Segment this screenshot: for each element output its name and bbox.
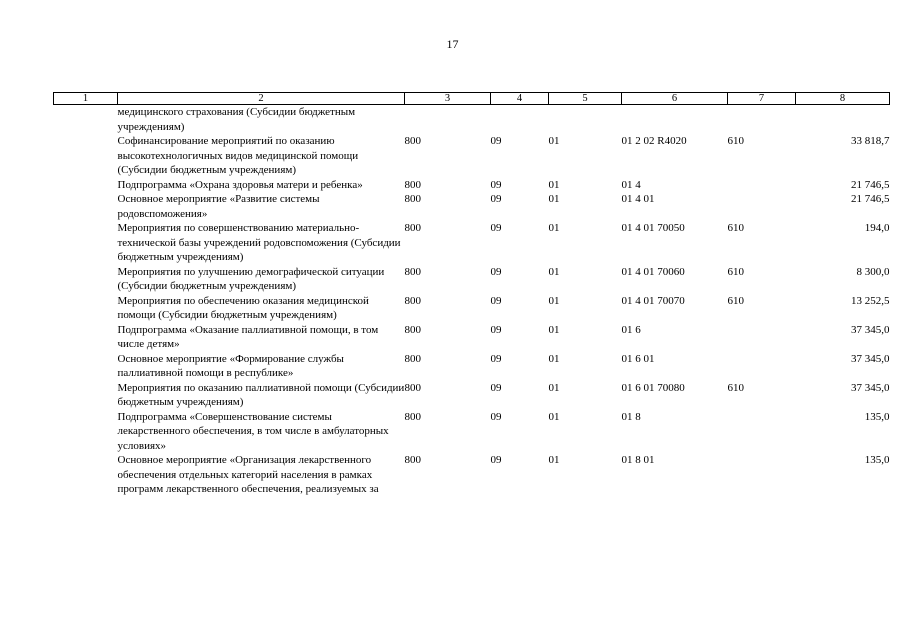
cell-name: Основное мероприятие «Формирование службы паллиативной помощи в республике» [117, 352, 344, 379]
cell-amount: 21 746,5 [851, 193, 890, 205]
cell-expense-type [728, 105, 796, 135]
cell-expense-type [728, 410, 796, 454]
cell-name: Подпрограмма «Совершенствование системы лекарственного обеспечения, в том числе в амбулаторных условиях» [117, 410, 389, 452]
cell-code: 800 [404, 352, 421, 365]
cell-target-article [622, 105, 728, 135]
cell-section: 09 [490, 135, 502, 147]
cell-num [54, 352, 118, 381]
cell-expense-type [728, 178, 796, 193]
cell-target-article: 01 6 [621, 323, 641, 336]
cell-code: 800 [404, 294, 421, 307]
cell-subsection [549, 105, 622, 135]
cell-amount: 135,0 [864, 454, 890, 466]
table-header-row [54, 93, 890, 105]
cell-amount: 37 345,0 [851, 323, 890, 336]
cell-subsection: 01 [548, 454, 560, 466]
cell-amount: 135,0 [864, 410, 890, 423]
cell-subsection: 01 [548, 193, 560, 205]
header-col-2: 2 [118, 93, 405, 105]
cell-subsection: 01 [548, 135, 560, 147]
cell-code: 800 [404, 193, 421, 205]
cell-num [54, 410, 118, 454]
cell-subsection: 01 [548, 352, 560, 365]
cell-name: Основное мероприятие «Развитие системы родовспоможения» [117, 193, 320, 220]
table-row [54, 453, 890, 497]
table-body [54, 105, 890, 497]
cell-expense-type: 610 [727, 265, 744, 278]
cell-subsection: 01 [548, 323, 560, 336]
cell-expense-type [728, 192, 796, 221]
cell-target-article: 01 8 01 [621, 454, 655, 466]
budget-table [53, 92, 890, 497]
cell-name: медицинского страхования (Субсидии бюджетным учреждениям) [117, 106, 356, 133]
table-row [54, 192, 890, 221]
cell-target-article: 01 4 01 70060 [621, 265, 685, 278]
cell-num [54, 178, 118, 193]
table-row [54, 221, 890, 265]
cell-section: 09 [490, 381, 502, 394]
header-col-5: 5 [549, 93, 622, 105]
cell-name: Подпрограмма «Охрана здоровья матери и ребенка» [117, 178, 363, 191]
cell-num [54, 453, 118, 497]
header-col-3: 3 [405, 93, 491, 105]
cell-target-article: 01 4 01 [621, 193, 655, 205]
header-col-8: 8 [796, 93, 890, 105]
cell-name: Мероприятия по совершенствованию материально-технической базы учреждений родовспоможения (Субсидии бюджетным учреждениям) [117, 222, 401, 263]
cell-num [54, 105, 118, 135]
cell-section: 09 [490, 265, 502, 278]
cell-section: 09 [490, 352, 502, 365]
cell-expense-type: 610 [727, 381, 744, 394]
cell-num [54, 134, 118, 178]
cell-subsection: 01 [548, 265, 560, 278]
cell-code [405, 105, 491, 135]
cell-num [54, 221, 118, 265]
cell-amount: 194,0 [864, 222, 890, 234]
cell-section: 09 [490, 323, 502, 336]
header-col-7: 7 [728, 93, 796, 105]
cell-expense-type [728, 323, 796, 352]
cell-num [54, 265, 118, 294]
cell-name: Мероприятия по оказанию паллиативной помощи (Субсидии бюджетным учреждениям) [117, 381, 405, 408]
cell-target-article: 01 2 02 R4020 [621, 135, 687, 147]
cell-code: 800 [404, 265, 421, 278]
cell-section [491, 105, 549, 135]
cell-expense-type: 610 [727, 222, 744, 234]
header-col-1: 1 [54, 93, 118, 105]
table-row [54, 410, 890, 454]
cell-section: 09 [490, 294, 502, 307]
cell-subsection: 01 [548, 294, 560, 307]
cell-code: 800 [404, 410, 421, 423]
cell-target-article: 01 6 01 [621, 352, 655, 365]
cell-code: 800 [404, 381, 421, 394]
cell-subsection: 01 [548, 410, 560, 423]
cell-target-article: 01 8 [621, 410, 641, 423]
cell-amount: 13 252,5 [851, 294, 890, 307]
header-col-6: 6 [622, 93, 728, 105]
cell-code: 800 [404, 178, 421, 191]
cell-code: 800 [404, 135, 421, 147]
cell-section: 09 [490, 178, 502, 191]
cell-expense-type [728, 352, 796, 381]
cell-name: Мероприятия по улучшению демографической ситуации (Субсидии бюджетным учреждениям) [117, 265, 385, 292]
cell-num [54, 294, 118, 323]
table-row [54, 381, 890, 410]
cell-expense-type: 610 [727, 294, 744, 307]
cell-amount: 37 345,0 [851, 381, 890, 394]
cell-amount: 21 746,5 [851, 178, 890, 191]
table-row [54, 105, 890, 135]
cell-target-article: 01 4 01 70050 [621, 222, 685, 234]
table-row [54, 294, 890, 323]
table-row [54, 134, 890, 178]
cell-code: 800 [404, 323, 421, 336]
cell-section: 09 [490, 454, 502, 466]
cell-name: Основное мероприятие «Организация лекарственного обеспечения отдельных категорий населения в рамках программ лекарственного обеспечения, реализуемых за [117, 454, 379, 495]
cell-section: 09 [490, 193, 502, 205]
cell-target-article: 01 6 01 70080 [621, 381, 685, 394]
cell-amount: 33 818,7 [851, 135, 890, 147]
table-row [54, 323, 890, 352]
cell-name: Софинансирование мероприятий по оказанию высокотехнологичных видов медицинской помощи (Субсидии бюджетным учреждениям) [117, 135, 359, 176]
cell-subsection: 01 [548, 222, 560, 234]
cell-target-article: 01 4 01 70070 [621, 294, 685, 307]
table-row [54, 265, 890, 294]
table-row [54, 178, 890, 193]
cell-num [54, 381, 118, 410]
cell-name: Мероприятия по обеспечению оказания медицинской помощи (Субсидии бюджетным учреждениям) [117, 294, 369, 321]
cell-subsection: 01 [548, 381, 560, 394]
cell-name: Подпрограмма «Оказание паллиативной помощи, в том числе детям» [117, 323, 379, 350]
cell-amount [796, 105, 890, 135]
header-col-4: 4 [491, 93, 549, 105]
cell-expense-type: 610 [727, 135, 744, 147]
cell-amount: 37 345,0 [851, 352, 890, 365]
cell-num [54, 323, 118, 352]
cell-target-article: 01 4 [621, 178, 641, 191]
cell-expense-type [728, 453, 796, 497]
table-row [54, 352, 890, 381]
cell-code: 800 [404, 454, 421, 466]
cell-amount: 8 300,0 [856, 265, 890, 278]
cell-subsection: 01 [548, 178, 560, 191]
cell-section: 09 [490, 222, 502, 234]
page-number: 17 [446, 37, 459, 51]
cell-num [54, 192, 118, 221]
cell-code: 800 [404, 222, 421, 234]
cell-section: 09 [490, 410, 502, 423]
